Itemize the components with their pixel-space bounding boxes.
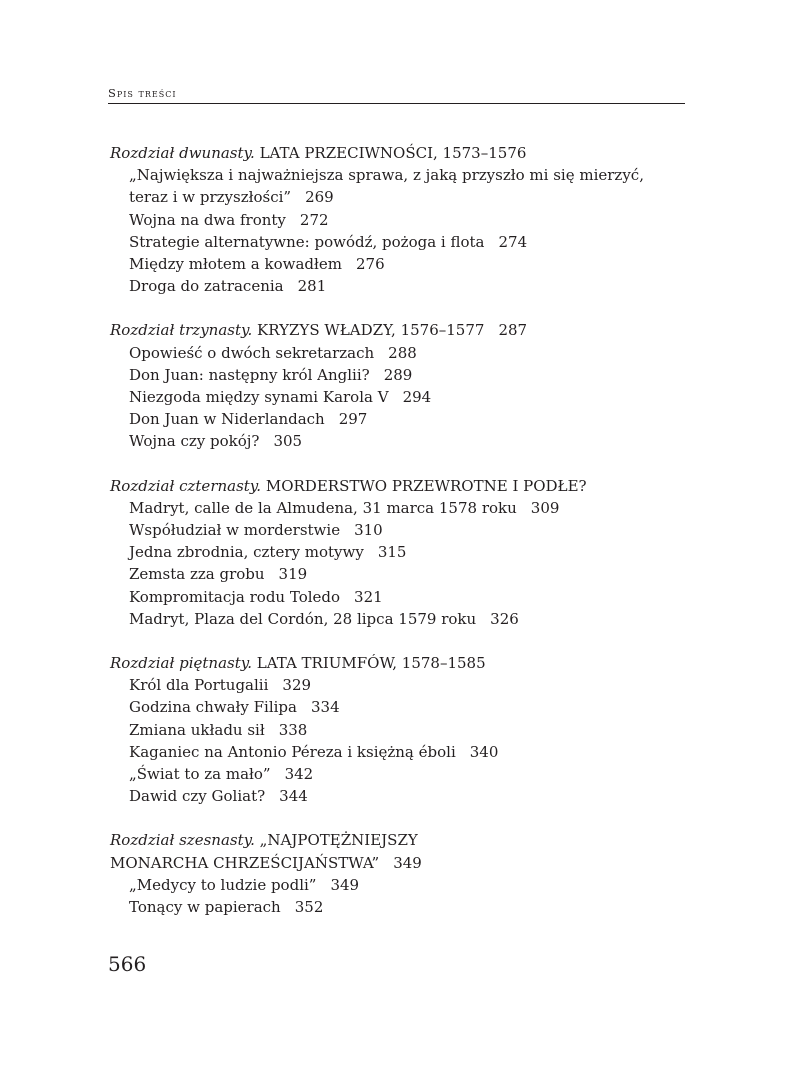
chapter-label: Rozdział piętnasty. — [110, 654, 252, 673]
entry-title: teraz i w przyszłości” — [129, 188, 292, 207]
toc-entry — [110, 719, 685, 741]
chapter-label: Rozdział dwunasty. — [110, 144, 255, 162]
entry-page-number: 276 — [355, 255, 385, 274]
entry-title: Droga do zatracenia — [129, 277, 284, 296]
chapter-page-number: 287 — [498, 321, 528, 340]
chapter-heading-line — [110, 829, 685, 851]
toc-entry — [110, 408, 685, 430]
toc-entry — [110, 896, 685, 918]
toc-entry — [110, 586, 685, 608]
entry-page-number: 315 — [377, 543, 407, 562]
toc-entry — [110, 563, 685, 585]
table-of-contents — [110, 142, 685, 940]
entry-title: „Największa i najważniejsza sprawa, z jaką przyszło mi się mierzyć, — [129, 166, 644, 185]
entry-title: Don Juan: następny król Anglii? — [129, 365, 370, 384]
chapter-title: LATA TRIUMFÓW, 1578–1585 — [256, 654, 486, 673]
entry-title: Strategie alternatywne: powódź, pożoga i flota — [129, 232, 485, 251]
entry-page-number: 274 — [498, 232, 528, 251]
entry-title: Madryt, calle de la Almudena, 31 marca 1578 roku — [129, 498, 517, 517]
chapter-heading-line — [110, 652, 685, 674]
entry-page-number: 326 — [490, 609, 519, 628]
entry-page-number: 272 — [299, 210, 329, 229]
running-header: Spis treści — [108, 86, 177, 100]
toc-entry — [110, 209, 685, 231]
entry-page-number: 310 — [354, 521, 383, 540]
entry-title: Zmiana układu sił — [129, 720, 265, 739]
chapter-block — [110, 475, 685, 630]
entry-title: Wojna czy pokój? — [129, 432, 260, 451]
chapter-label: Rozdział szesnasty. — [110, 831, 255, 850]
toc-entry — [110, 674, 685, 696]
entry-page-number: 288 — [388, 343, 417, 362]
chapter-heading-line — [110, 319, 685, 341]
entry-title: Niezgoda między synami Karola V — [129, 388, 389, 407]
header-rule — [108, 103, 685, 104]
entry-page-number: 289 — [383, 365, 413, 384]
toc-entry — [110, 231, 685, 253]
toc-entry — [110, 608, 685, 630]
entry-page-number: 269 — [305, 188, 334, 207]
toc-entry — [110, 364, 685, 386]
chapter-label: Rozdział trzynasty. — [110, 321, 253, 340]
chapter-title: LATA PRZECIWNOŚCI, 1573–1576 — [259, 144, 527, 162]
entry-title: Godzina chwały Filipa — [129, 698, 297, 717]
chapter-title: MONARCHA CHRZEŚCIJAŃSTWA” — [110, 853, 380, 872]
entry-title: Między młotem a kowadłem — [129, 255, 342, 274]
entry-page-number: 309 — [530, 498, 560, 517]
chapter-heading-line — [110, 852, 685, 874]
toc-entry — [110, 275, 685, 297]
toc-entry — [110, 342, 685, 364]
entry-page-number: 329 — [282, 676, 312, 695]
entry-title: Jedna zbrodnia, cztery motywy — [129, 543, 364, 562]
entry-page-number: 344 — [279, 787, 308, 806]
entry-title: Król dla Portugalii — [129, 676, 269, 695]
entry-title: Wojna na dwa fronty — [129, 210, 286, 229]
toc-entry — [110, 519, 685, 541]
toc-entry — [110, 497, 685, 519]
chapter-label: Rozdział czternasty. — [110, 476, 262, 495]
entry-page-number: 349 — [330, 875, 360, 894]
chapter-block — [110, 142, 685, 297]
toc-entry — [110, 741, 685, 763]
toc-entry — [110, 386, 685, 408]
toc-entry — [110, 696, 685, 718]
entry-page-number: 297 — [338, 410, 368, 429]
entry-page-number: 334 — [310, 698, 340, 717]
toc-entry — [110, 430, 685, 452]
entry-page-number: 352 — [294, 898, 324, 917]
entry-title: Opowieść o dwóch sekretarzach — [129, 343, 375, 362]
page-number: 566 — [108, 952, 147, 976]
entry-page-number: 321 — [354, 587, 383, 606]
entry-title: Współudział w morderstwie — [129, 521, 341, 540]
entry-page-number: 305 — [273, 432, 303, 451]
chapter-block — [110, 829, 685, 918]
entry-title: Tonący w papierach — [129, 898, 281, 917]
chapter-title: „NAJPOTĘŻNIEJSZY — [259, 831, 418, 850]
entry-title: Madryt, Plaza del Cordón, 28 lipca 1579 roku — [129, 609, 477, 628]
entry-title: Dawid czy Goliat? — [129, 787, 266, 806]
entry-title: „Medycy to ludzie podli” — [129, 875, 317, 894]
toc-entry — [110, 763, 685, 785]
entry-page-number: 281 — [297, 277, 327, 296]
chapter-heading-line — [110, 475, 685, 497]
toc-entry — [110, 874, 685, 896]
entry-page-number: 342 — [284, 765, 314, 784]
toc-entry — [110, 253, 685, 275]
entry-title: „Świat to za mało” — [129, 765, 271, 784]
toc-entry — [110, 164, 685, 186]
entry-page-number: 338 — [278, 720, 308, 739]
entry-title: Zemsta zza grobu — [129, 565, 265, 584]
chapter-title: KRYZYS WŁADZY, 1576–1577 — [257, 321, 485, 340]
chapter-block — [110, 319, 685, 452]
chapter-block — [110, 652, 685, 807]
toc-entry — [110, 541, 685, 563]
entry-page-number: 340 — [469, 742, 499, 761]
entry-title: Don Juan w Niderlandach — [129, 410, 325, 429]
entry-title: Kaganiec na Antonio Péreza i księżną éboli — [129, 742, 456, 761]
entry-page-number: 319 — [278, 565, 308, 584]
toc-entry — [110, 785, 685, 807]
toc-entry — [110, 186, 685, 208]
entry-page-number: 294 — [402, 388, 432, 407]
entry-title: Kompromitacja rodu Toledo — [129, 587, 341, 606]
chapter-title: MORDERSTWO PRZEWROTNE I PODŁE? — [265, 476, 587, 495]
chapter-heading-line — [110, 142, 685, 164]
chapter-page-number: 349 — [393, 853, 422, 872]
